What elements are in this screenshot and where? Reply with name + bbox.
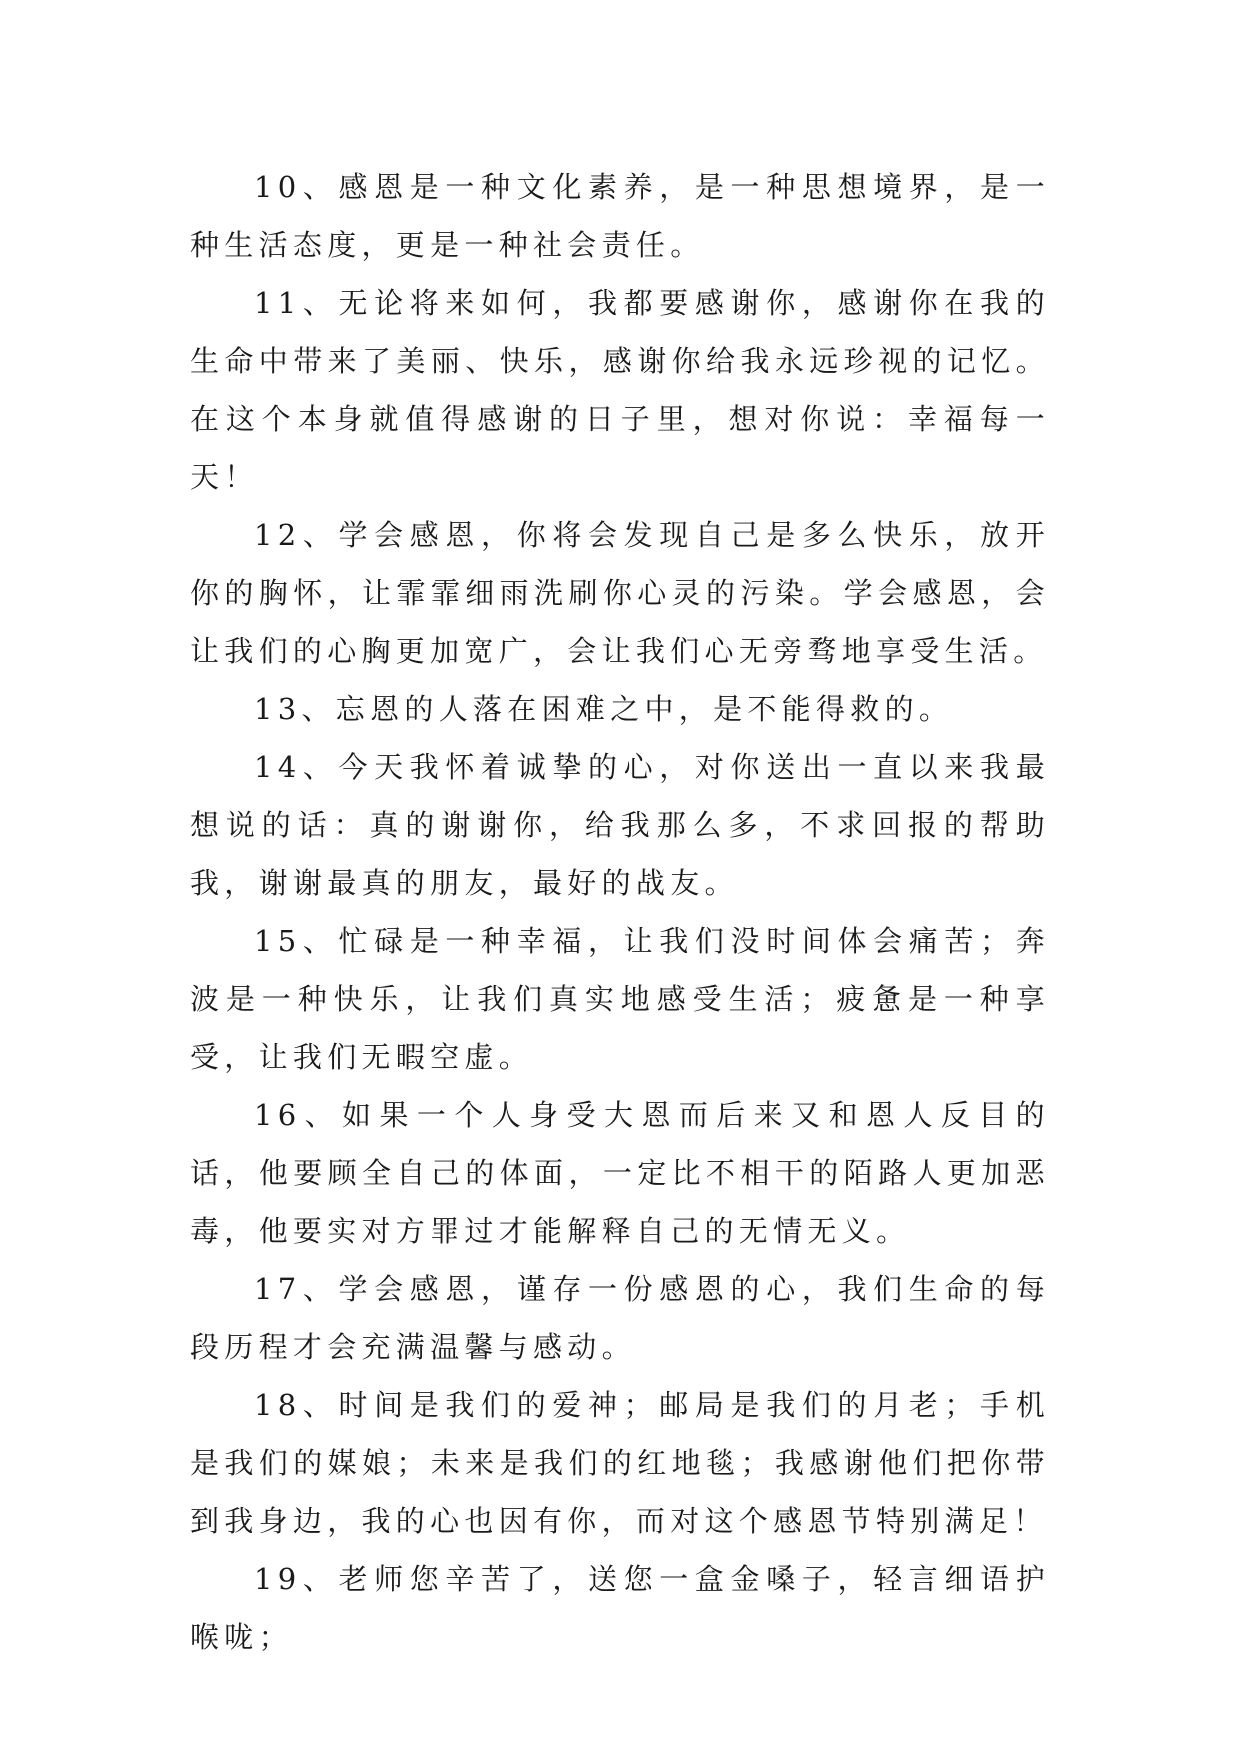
paragraph-10: 10、感恩是一种文化素养，是一种思想境界，是一种生活态度，更是一种社会责任。: [190, 170, 1050, 262]
paragraph-19: 19、老师您辛苦了，送您一盒金嗓子，轻言细语护喉咙；: [190, 1562, 1050, 1654]
paragraph-16: 16、如果一个人身受大恩而后来又和恩人反目的话，他要顾全自己的体面，一定比不相干的陌路人更加恶毒，他要实对方罪过才能解释自己的无情无义。: [190, 1098, 1050, 1248]
paragraph-18: 18、时间是我们的爱神；邮局是我们的月老；手机是我们的媒娘；未来是我们的红地毯；我感谢他们把你带到我身边，我的心也因有你，而对这个感恩节特别满足！: [190, 1388, 1050, 1538]
paragraph-12: 12、学会感恩，你将会发现自己是多么快乐，放开你的胸怀，让霏霏细雨洗刷你心灵的污染。学会感恩，会让我们的心胸更加宽广，会让我们心无旁骛地享受生活。: [190, 518, 1050, 668]
document-body: [190, 158, 1050, 1666]
paragraph-15: 15、忙碌是一种幸福，让我们没时间体会痛苦；奔波是一种快乐，让我们真实地感受生活；疲惫是一种享受，让我们无暇空虚。: [190, 924, 1050, 1074]
paragraph-13: 13、忘恩的人落在困难之中，是不能得救的。: [254, 692, 954, 726]
paragraph-11: 11、无论将来如何，我都要感谢你，感谢你在我的生命中带来了美丽、快乐，感谢你给我永远珍视的记忆。在这个本身就值得感谢的日子里，想对你说：幸福每一天！: [190, 286, 1050, 494]
paragraph-17: 17、学会感恩，谨存一份感恩的心，我们生命的每段历程才会充满温馨与感动。: [190, 1272, 1050, 1364]
paragraph-14: 14、今天我怀着诚挚的心，对你送出一直以来我最想说的话：真的谢谢你，给我那么多，不求回报的帮助我，谢谢最真的朋友，最好的战友。: [190, 750, 1050, 900]
